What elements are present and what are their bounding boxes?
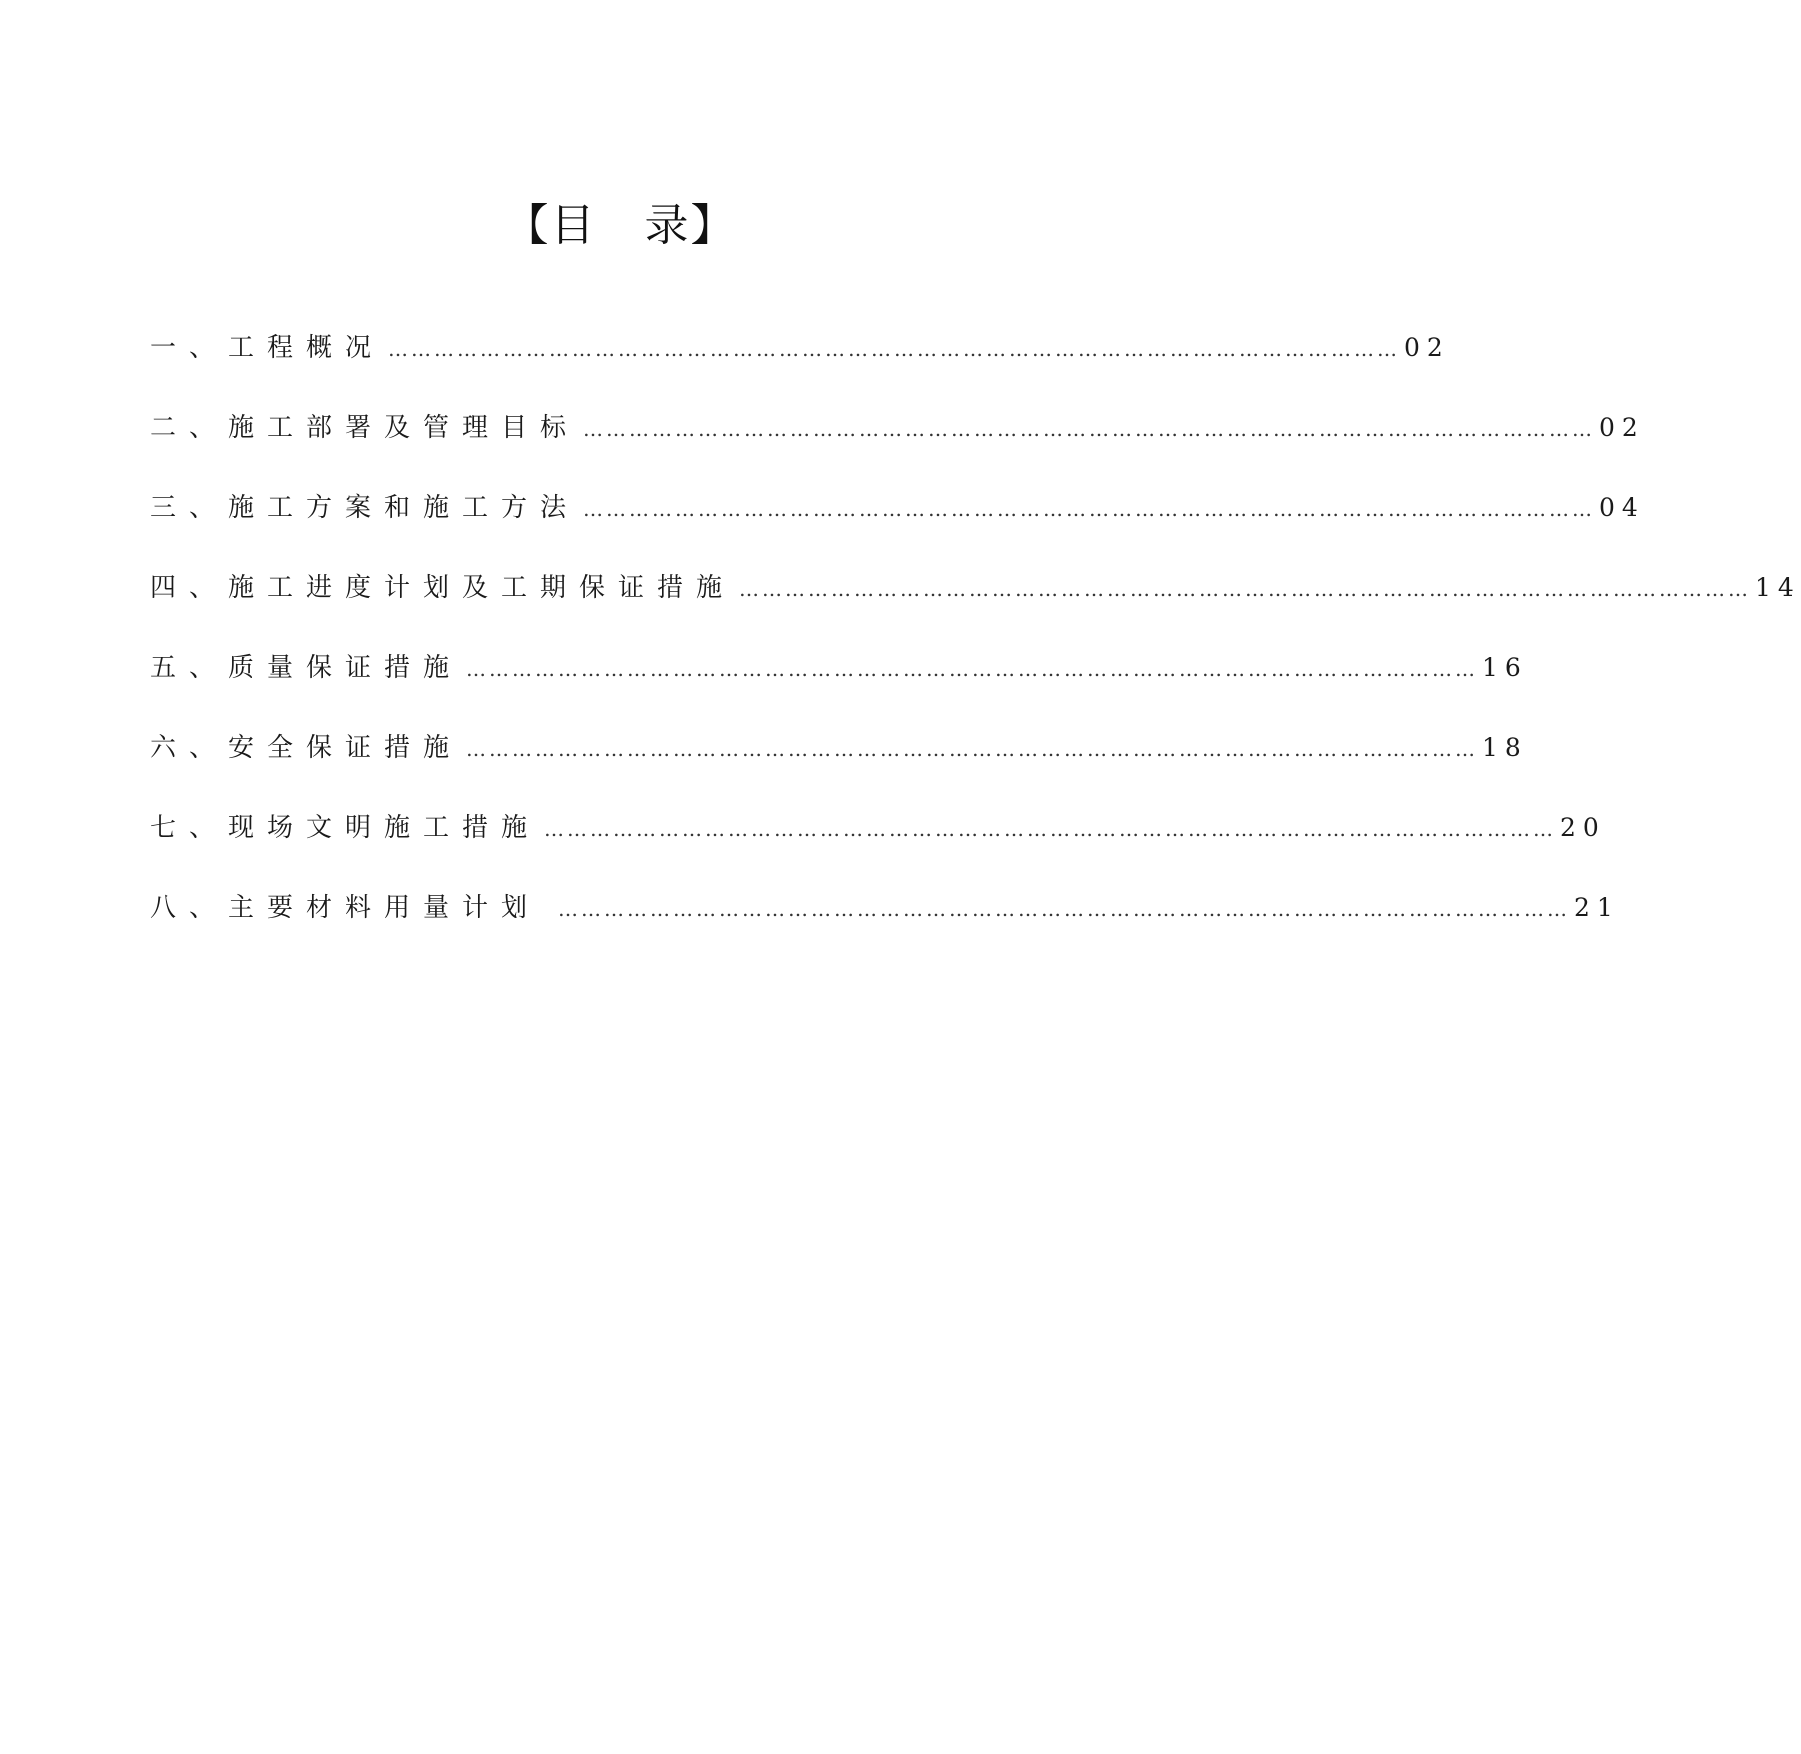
toc-entry-label: 一、工程概况 (150, 333, 385, 363)
toc-entry[interactable] (150, 648, 1528, 688)
toc-page-number: 18 (1482, 733, 1528, 762)
toc-page-number: 20 (1560, 813, 1606, 842)
toc-leader-dots: …………………………………………………………………………………………………………………… (583, 497, 1596, 521)
toc-leader-dots: …………………………………………………………………………………………………………………… (466, 657, 1479, 681)
toc-entry-label: 四、施工进度计划及工期保证措施 (150, 573, 736, 603)
toc-entry[interactable] (150, 888, 1620, 928)
toc-entry-label: 五、质量保证措施 (150, 653, 463, 683)
toc-entry-label: 三、施工方案和施工方法 (150, 493, 580, 523)
toc-leader-dots: …………………………………………………………………………………………………………………… (544, 817, 1557, 841)
toc-entry[interactable] (150, 328, 1450, 368)
toc-leader-dots: …………………………………………………………………………………………………………………… (583, 417, 1596, 441)
toc-leader-dots: …………………………………………………………………………………………………………………… (466, 737, 1479, 761)
toc-entry[interactable] (150, 568, 1801, 608)
toc-entry[interactable] (150, 488, 1645, 528)
toc-title: 【目 录】 (504, 200, 737, 251)
toc-page-number: 02 (1599, 413, 1645, 442)
toc-entry-label: 二、施工部署及管理目标 (150, 413, 580, 443)
toc-entry[interactable] (150, 808, 1606, 848)
toc-entry-label: 七、现场文明施工措施 (150, 813, 541, 843)
toc-entry[interactable] (150, 728, 1528, 768)
toc-leader-dots: …………………………………………………………………………………………………………………… (739, 577, 1752, 601)
toc-page-number: 21 (1574, 893, 1620, 922)
toc-page-number: 02 (1404, 333, 1450, 362)
toc-entry-label: 八、主要材料用量计划 (150, 893, 541, 923)
toc-page-number: 04 (1599, 493, 1645, 522)
toc-entry-label: 六、安全保证措施 (150, 733, 463, 763)
toc-page-number: 14 (1755, 573, 1801, 602)
toc-leader-dots: …………………………………………………………………………………………………………………… (388, 337, 1401, 361)
toc-entry[interactable] (150, 408, 1645, 448)
toc-page-number: 16 (1482, 653, 1528, 682)
toc-leader-dots: …………………………………………………………………………………………………………………… (558, 897, 1571, 921)
